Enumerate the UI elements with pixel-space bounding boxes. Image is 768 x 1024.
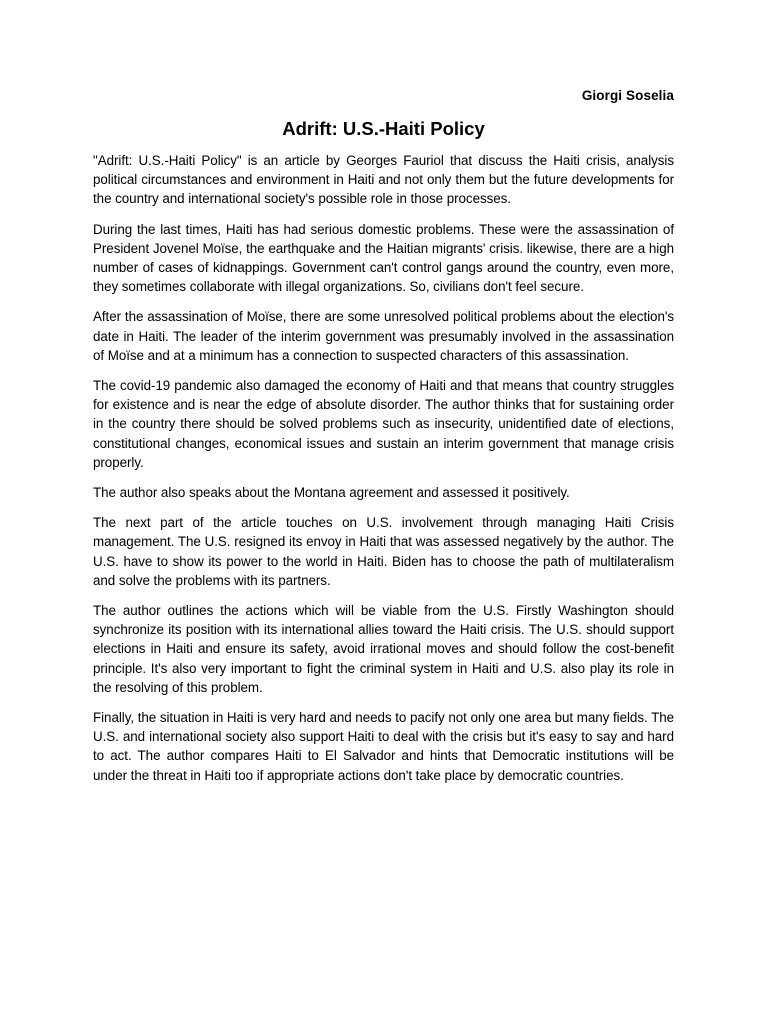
paragraph-us-actions: The author outlines the actions which will be viable from the U.S. Firstly Washington should synchronize its position with its international allies toward the Haiti crisis. The U.S. should support elections in Haiti and ensure its safety, avoid irrational moves and should follow the cost-benefit principle. It's also very important to fight the criminal system in Haiti and U.S. also play its role in the resolving of this problem. bbox=[93, 603, 674, 695]
paragraph-intro: "Adrift: U.S.-Haiti Policy" is an article by Georges Fauriol that discuss the Haiti crisis, analysis political circumstances and environment in Haiti and not only them but the future developments for the country and international society's possible role in those processes. bbox=[93, 153, 674, 207]
document-page bbox=[93, 0, 674, 1024]
paragraph-political-problems: After the assassination of Moïse, there are some unresolved political problems about the election's date in Haiti. The leader of the interim government was presumably involved in the assassination of Moïse and at a minimum has a connection to suspected characters of this assassination. bbox=[93, 309, 674, 363]
paragraph-conclusion: Finally, the situation in Haiti is very hard and needs to pacify not only one area but many fields. The U.S. and international society also support Haiti to deal with the crisis but it's easy to say and hard to act. The author compares Haiti to El Salvador and hints that Democratic institutions will be under the threat in Haiti too if appropriate actions don't take place by democratic countries. bbox=[93, 710, 674, 783]
author-name: Giorgi Soselia bbox=[581, 88, 674, 103]
paragraph-us-involvement: The next part of the article touches on U.S. involvement through managing Haiti Crisis management. The U.S. resigned its envoy in Haiti that was assessed negatively by the author. The U.S. have to show its power to the world in Haiti. Biden has to choose the path of multilateralism and solve the problems with its partners. bbox=[93, 515, 674, 588]
paragraph-montana-agreement: The author also speaks about the Montana agreement and assessed it positively. bbox=[93, 485, 570, 501]
paragraph-domestic-problems: During the last times, Haiti has had serious domestic problems. These were the assassination of President Jovenel Moïse, the earthquake and the Haitian migrants' crisis. likewise, there are a high number of cases of kidnappings. Government can't control gangs around the country, even more, they sometimes collaborate with illegal organizations. So, civilians don't feel secure. bbox=[93, 221, 674, 295]
document-body bbox=[93, 151, 674, 796]
document-title: Adrift: U.S.-Haiti Policy bbox=[282, 118, 485, 139]
paragraph-pandemic: The covid-19 pandemic also damaged the economy of Haiti and that means that country struggles for existence and is near the edge of absolute disorder. The author thinks that for sustaining order in the country there should be solved problems such as insecurity, unidentified date of elections, constitutional changes, economical issues and sustain an interim government that manage crisis properly. bbox=[93, 378, 674, 470]
